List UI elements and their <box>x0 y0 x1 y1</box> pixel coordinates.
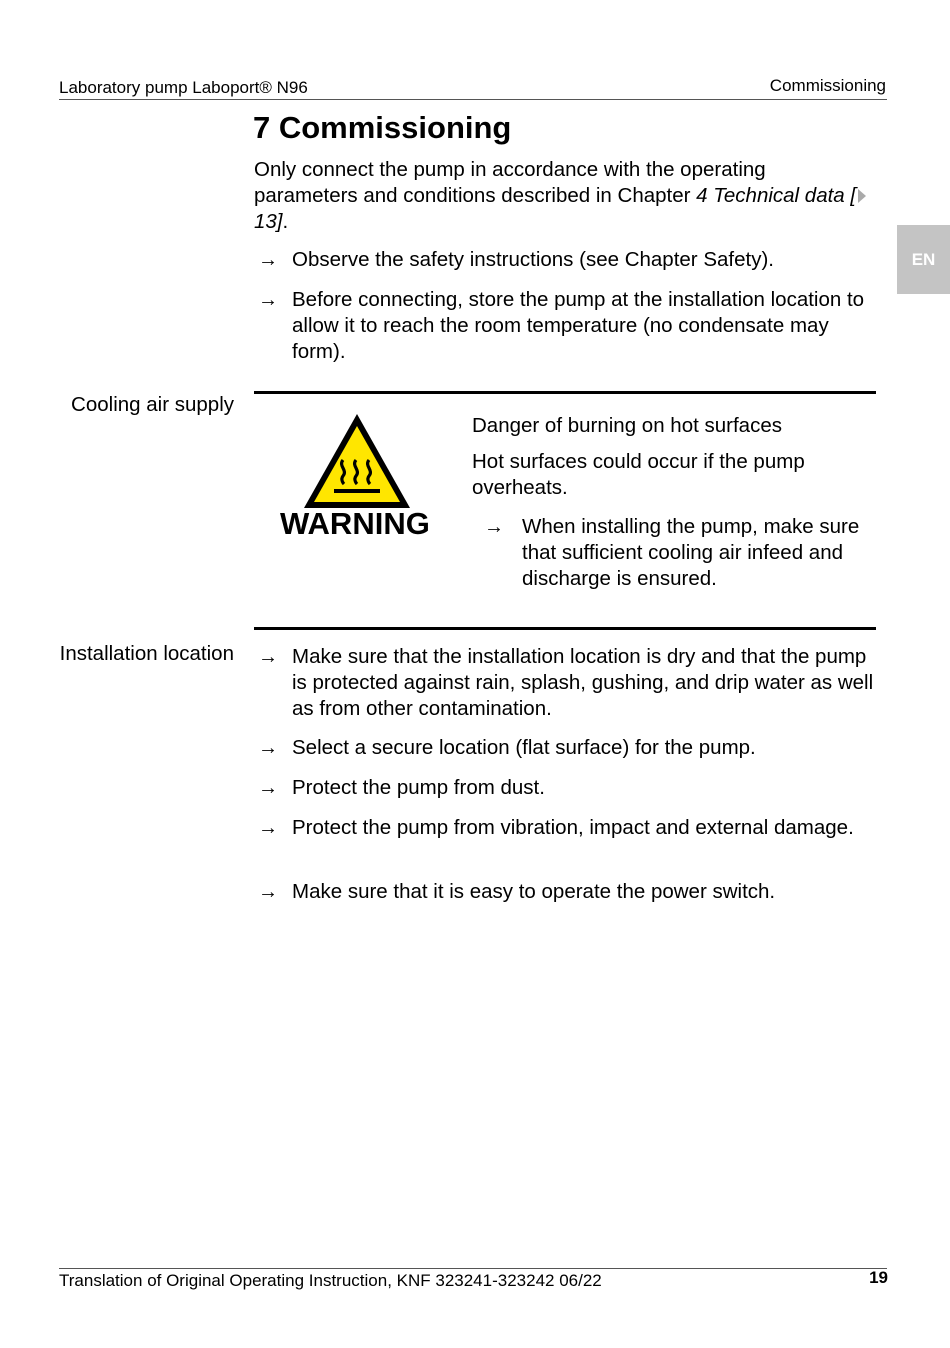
list-item: → Observe the safety instructions (see Chapter Safety). <box>254 247 874 273</box>
warning-heading: Danger of burning on hot surfaces <box>472 414 782 437</box>
intro-paragraph: Only connect the pump in accordance with the operating parameters and conditions described in Chapter 4 Technical data [13]. <box>254 157 874 235</box>
page-title: 7 Commissioning <box>253 110 512 145</box>
list-item: → Make sure that the installation location is dry and that the pump is protected against rain, splash, gushing, and drip water as well as from other contamination. <box>254 644 874 722</box>
arrow-right-icon: → <box>258 737 278 759</box>
arrow-right-icon: → <box>258 646 278 668</box>
arrow-right-icon: → <box>258 249 278 271</box>
list-item: → Select a secure location (flat surface) for the pump. <box>254 735 874 761</box>
language-tab[interactable]: EN <box>897 225 950 294</box>
footer-document-info: Translation of Original Operating Instruction, KNF 323241-323242 06/22 <box>59 1271 602 1290</box>
footer-divider <box>59 1268 887 1269</box>
page-number: 19 <box>869 1268 888 1287</box>
header-section-title: Commissioning <box>769 76 886 95</box>
list-item: → Make sure that it is easy to operate the power switch. <box>254 879 874 905</box>
list-item: → Before connecting, store the pump at the installation location to allow it to reach the room temperature (no condensate may form). <box>254 287 874 365</box>
arrow-right-icon: → <box>484 516 504 538</box>
warning-bottom-rule <box>254 627 876 630</box>
arrow-right-icon: → <box>258 289 278 311</box>
arrow-right-icon: → <box>258 881 278 903</box>
header-document-title: Laboratory pump Laboport® N96 <box>59 78 308 97</box>
intro-chapter-link[interactable]: 4 Technical data [13] <box>254 184 869 233</box>
warning-action: → When installing the pump, make sure that sufficient cooling air infeed and discharge is ensured. <box>472 514 862 592</box>
arrow-right-icon: → <box>258 777 278 799</box>
side-label-cooling: Cooling air supply <box>71 393 234 416</box>
side-label-installation: Installation location <box>59 642 234 665</box>
warning-signal-word: WARNING <box>280 506 430 541</box>
warning-top-rule <box>254 391 876 394</box>
arrow-right-icon: → <box>258 817 278 839</box>
page-reference-arrow-icon <box>858 189 866 203</box>
list-item: → Protect the pump from dust. <box>254 775 874 801</box>
header-divider <box>59 99 887 100</box>
hot-surface-warning-icon <box>300 410 414 512</box>
intro-text: Only connect the pump in accordance with the operating parameters and conditions described in Chapter <box>254 158 766 207</box>
warning-description: Hot surfaces could occur if the pump overheats. <box>472 450 805 499</box>
list-item: → Protect the pump from vibration, impact and external damage. <box>254 815 874 841</box>
